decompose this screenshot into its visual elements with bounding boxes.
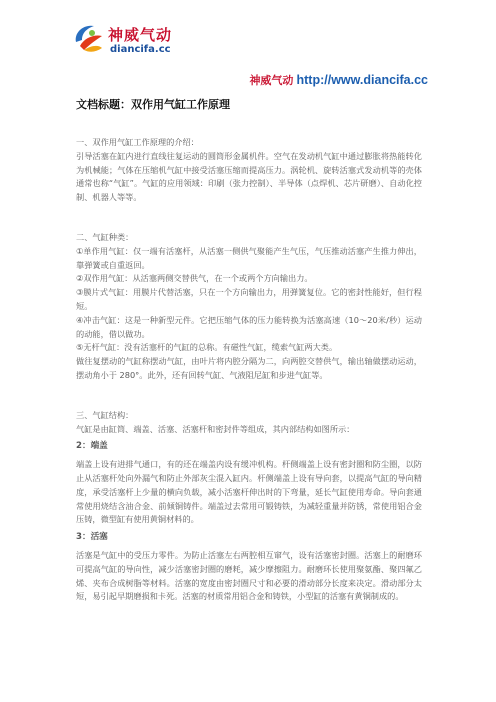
list-item: ③膜片式气缸：用膜片代替活塞，只在一个方向输出力，用弹簧复位。它的密封性能好，但行程短。 (76, 287, 422, 311)
document-title: 文档标题：双作用气缸工作原理 (76, 98, 230, 111)
paragraph: 端盖上设有进排气通口，有的还在端盖内设有缓冲机构。杆侧端盖上设有密封圈和防尘圈，以防止从活塞杆处向外漏气和防止外部灰尘混入缸内。杆侧端盖上设有导向套，以提高气缸的导向精度，承受活塞杆上少量的横向负载，减小活塞杆伸出时的下弯量，延长气缸使用寿命。导向套通常使用烧结含油合金、前倾铜铸件。端盖过去常用可锻铸铁，为减轻重量并防锈，常使用铝合金压铸，微型缸有使用黄铜材料的。 (76, 459, 422, 525)
paragraph: 气缸是由缸筒、端盖、活塞、活塞杆和密封件等组成，其内部结构如图所示： (76, 423, 355, 434)
subsection-title: 3：活塞 (76, 532, 108, 543)
section-heading: 二、气缸种类： (76, 231, 134, 242)
section-heading: 一、双作用气缸工作原理的介绍： (76, 137, 199, 147)
site-name: 神威气动 (249, 75, 294, 87)
site-url-link[interactable]: http://www.diancifa.cc (296, 73, 428, 87)
section-heading: 三、气缸结构： (76, 409, 134, 420)
brand-name-cn: 神威气动 (108, 26, 173, 44)
brand-logo (70, 20, 190, 62)
paragraph: 引导活塞在缸内进行直线往复运动的圆筒形金属机件。空气在发动机气缸中通过膨胀将热能转化为机械能；气体在压缩机气缸中接受活塞压缩而提高压力。涡轮机、旋转活塞式发动机等的壳体通常也称“气缸”。气缸的应用领域：印刷（张力控制）、半导体（点焊机、芯片研磨）、自动化控制、机器人等等。 (76, 150, 422, 203)
list-item: ⑤无杆气缸：没有活塞杆的气缸的总称。有磁性气缸，缆索气缸两大类。 (76, 342, 338, 353)
document-body (76, 110, 422, 604)
site-header-line (249, 72, 428, 88)
paragraph: 做往复摆动的气缸称摆动气缸，由叶片将内腔分隔为二，向两腔交替供气，输出轴做摆动运动，摆动角小于 280°。此外，还有回转气缸、气液阻尼缸和步进气缸等。 (76, 356, 422, 380)
list-item: ①单作用气缸：仅一端有活塞杆，从活塞一侧供气聚能产生气压，气压推动活塞产生推力伸出，靠弹簧或自重返回。 (76, 245, 422, 270)
subsection-title: 2：端盖 (76, 441, 108, 452)
brand-name-en: diancifa.cc (110, 44, 171, 55)
list-item: ④冲击气缸：这是一种新型元件。它把压缩气体的压力能转换为活塞高速（10～20米/秒）运动的动能，借以做功。 (76, 314, 422, 339)
list-item: ②双作用气缸：从活塞两侧交替供气，在一个或两个方向输出力。 (76, 273, 313, 284)
brand-swirl-icon (70, 20, 106, 56)
paragraph: 活塞是气缸中的受压力零件。为防止活塞左右两腔相互窜气，设有活塞密封圈。活塞上的耐磨环可提高气缸的导向性，减少活塞密封圈的磨耗，减少摩擦阻力。耐磨环长使用聚氨酯、聚四氟乙烯、夹布合成树脂等材料。活塞的宽度由密封圈尺寸和必要的滑动部分长度来决定。滑动部分太短，易引起早期磨损和卡死。活塞的材质常用铝合金和铸铁，小型缸的活塞有黄铜制成的。 (76, 549, 422, 602)
